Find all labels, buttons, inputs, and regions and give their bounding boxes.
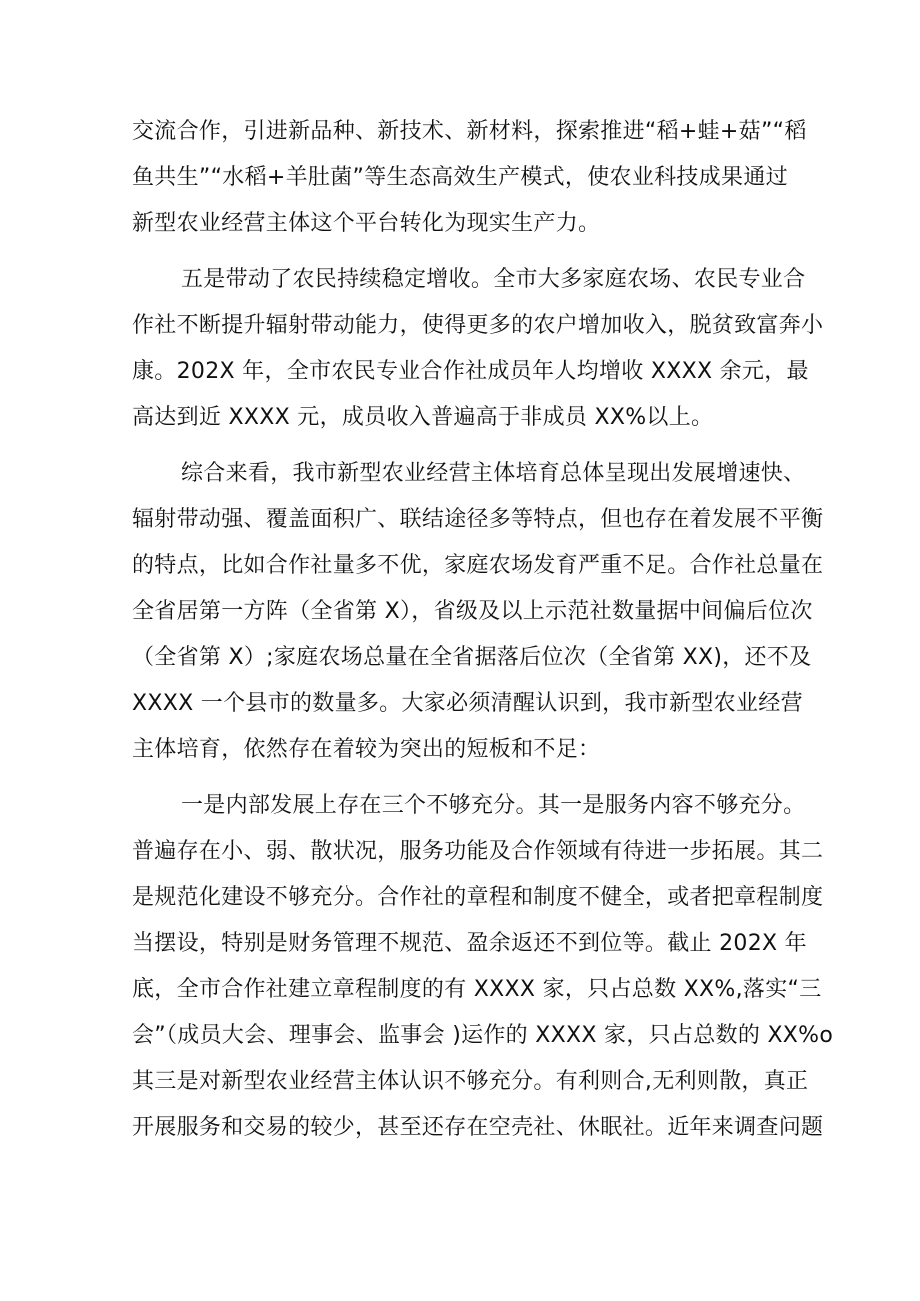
text-line: XXXX 一个县市的数量多。大家必须清醒认识到，我市新型农业经营 — [132, 691, 803, 716]
text-line: 鱼共生”“水稻+羊肚菌”等生态高效生产模式，使农业科技成果通过 — [132, 165, 788, 190]
text-line: 高达到近 XXXX 元，成员收入普遍高于非成员 XX%以上。 — [132, 405, 714, 430]
text-line: 全省居第一方阵（全省第 X），省级及以上示范社数量据中间偏后位次 — [132, 599, 813, 624]
text-line: 主体培育，依然存在着较为突出的短板和不足： — [132, 737, 601, 762]
text-line: 会”（成员大会、理事会、监事会 )运作的 XXXX 家，只占总数的 XX%o — [132, 1023, 834, 1048]
text-line: 辐射带动强、覆盖面积广、联结途径多等特点，但也存在着发展不平衡 — [132, 507, 824, 532]
text-line: 其三是对新型农业经营主体认识不够充分。有利则合,无利则散，真正 — [132, 1069, 809, 1094]
text-line: 当摆设，特别是财务管理不规范、盈余返还不到位等。截止 202X 年 — [132, 931, 807, 956]
paragraph-income-growth — [132, 257, 824, 441]
text-line: 交流合作，引进新品种、新技术、新材料，探索推进“稻+蛙+菇”“稻 — [132, 119, 807, 144]
text-line: 综合来看，我市新型农业经营主体培育总体呈现出发展增速快、 — [181, 461, 806, 486]
text-line: 康。202X 年，全市农民专业合作社成员年人均增收 XXXX 余元，最 — [132, 359, 809, 384]
paragraph-summary — [132, 451, 824, 773]
text-line: 是规范化建设不够充分。合作社的章程和制度不健全，或者把章程制度 — [132, 885, 824, 910]
paragraph-continuation — [132, 109, 807, 247]
text-line: 底，全市合作社建立章程制度的有 XXXX 家，只占总数 XX%,落实“三 — [132, 977, 822, 1002]
text-line: 普遍存在小、弱、散状况，服务功能及合作领域有待进一步拓展。其二 — [132, 839, 824, 864]
text-line: 五是带动了农民持续稳定增收。全市大多家庭农场、农民专业合 — [181, 267, 806, 292]
document-body — [132, 109, 834, 1151]
text-line: （全省第 X）;家庭农场总量在全省据落后位次（全省第 XX)，还不及 — [132, 645, 812, 670]
text-line: 一是内部发展上存在三个不够充分。其一是服务内容不够充分。 — [181, 793, 806, 818]
text-line: 新型农业经营主体这个平台转化为现实生产力。 — [132, 211, 601, 236]
text-line: 的特点，比如合作社量多不优，家庭农场发育严重不足。合作社总量在 — [132, 553, 824, 578]
paragraph-internal-development — [132, 783, 834, 1151]
text-line: 开展服务和交易的较少，甚至还存在空壳社、休眠社。近年来调查问题 — [132, 1115, 824, 1140]
text-line: 作社不断提升辐射带动能力，使得更多的农户增加收入，脱贫致富奔小 — [132, 313, 824, 338]
